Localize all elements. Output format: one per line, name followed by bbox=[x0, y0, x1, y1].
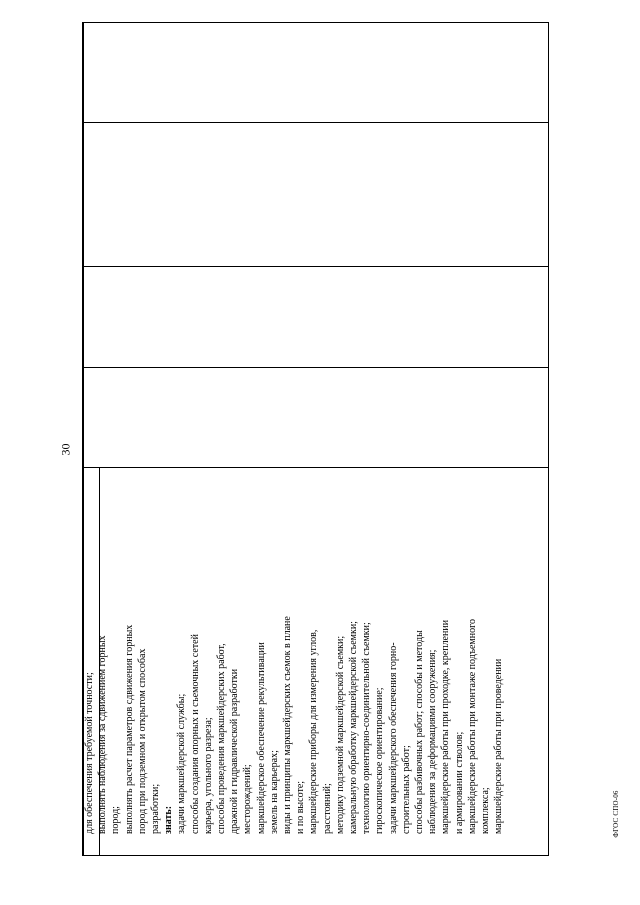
content-line: виды и принципы маркшейдерских съемок в плане bbox=[282, 616, 294, 834]
content-line: технологию ориентирно-соединительной съемки; bbox=[361, 622, 373, 834]
content-line: задачи маркшейдерского обеспечения горно- bbox=[387, 642, 399, 834]
content-line: карьера, угольного разреза; bbox=[202, 717, 214, 834]
table-column-divider-4 bbox=[83, 122, 548, 123]
content-line: знать: bbox=[163, 805, 175, 834]
table-column-divider-2 bbox=[83, 367, 548, 368]
content-line: дражной и гидравлической разработки bbox=[229, 668, 241, 834]
content-line: пород; bbox=[110, 806, 122, 834]
content-line: способы разбивочных работ; способы и методы bbox=[414, 630, 426, 834]
content-line: и по высоте; bbox=[295, 780, 307, 834]
content-line: камеральную обработку маркшейдерской съемки; bbox=[348, 621, 360, 834]
content-line: для обеспечения требуемой точности; bbox=[84, 672, 95, 834]
table-content-cell bbox=[83, 466, 531, 834]
content-line: и армировании стволов; bbox=[453, 731, 465, 834]
content-line: методику подземной маркшейдерской съемки; bbox=[334, 635, 346, 834]
content-line: наблюдения за деформациями сооружения; bbox=[427, 649, 439, 834]
content-lines bbox=[83, 466, 506, 834]
content-line: маркшейдерские работы при монтаже подъемного bbox=[466, 619, 478, 834]
content-line: задачи маркшейдерской службы; bbox=[176, 693, 188, 834]
content-line: маркшейдерское обеспечение рекультивации bbox=[255, 642, 267, 834]
footer-standard-code: ФГОС СПО-06 bbox=[612, 790, 620, 838]
content-line: способы проведения маркшейдерских работ, bbox=[216, 643, 228, 834]
content-line: маркшейдерские приборы для измерения углов, bbox=[308, 629, 320, 834]
content-line: пород при подземном и открытом способах bbox=[136, 648, 148, 834]
content-line: разработки; bbox=[150, 783, 162, 834]
content-line: гироскопическое ориентирование; bbox=[374, 687, 386, 834]
table-column-divider-3 bbox=[83, 266, 548, 267]
content-line: расстояний; bbox=[321, 783, 333, 834]
content-line: месторождений; bbox=[242, 764, 254, 834]
content-line: земель на карьерах; bbox=[268, 750, 280, 834]
content-line: маркшейдерские работы при проходке, креплении bbox=[440, 619, 452, 834]
content-line: способы создания опорных и съемочных сетей bbox=[189, 634, 201, 834]
content-line: выполнять расчет параметров сдвижения горных bbox=[123, 624, 135, 834]
page-number: 30 bbox=[58, 443, 73, 456]
content-line: маркшейдерские работы при проведении bbox=[493, 658, 505, 834]
content-line: выполнять наблюдения за сдвижением горных bbox=[97, 635, 109, 834]
content-line: строительных работ; bbox=[400, 745, 412, 834]
content-line: комплекса; bbox=[480, 787, 492, 834]
